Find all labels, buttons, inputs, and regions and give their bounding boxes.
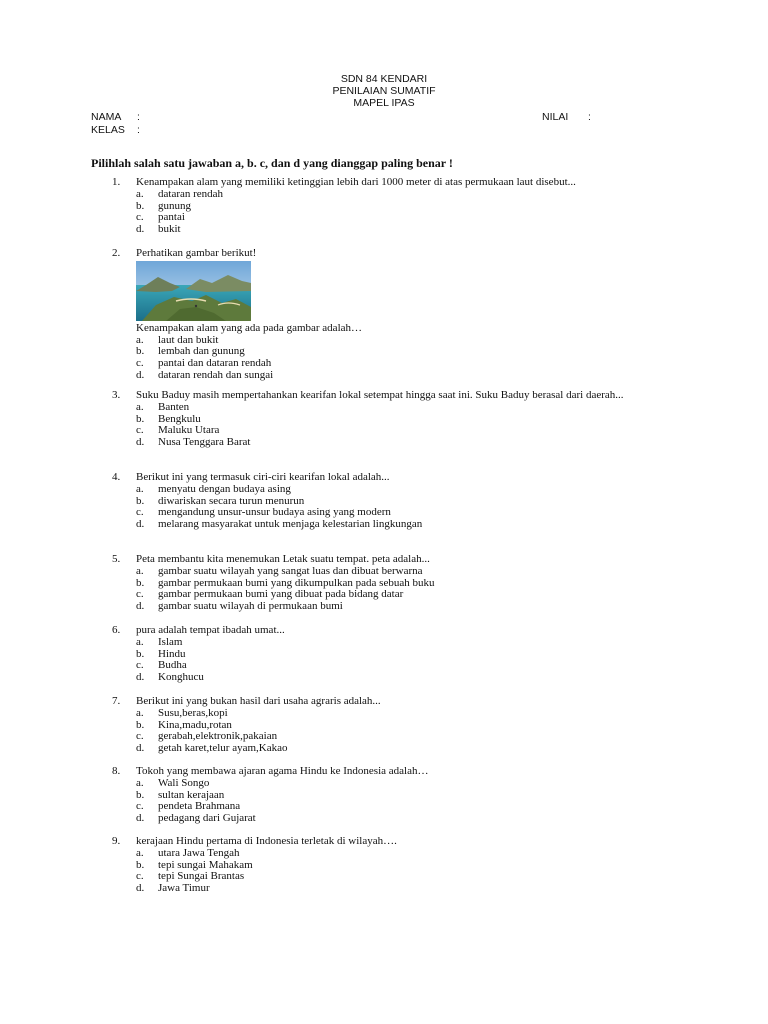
question-1: [112, 177, 652, 236]
nilai-label: NILAI: [542, 111, 569, 123]
question-stem: Perhatikan gambar berikut!: [136, 247, 257, 259]
option-a: a. Islam: [136, 635, 183, 648]
option-b: b. gunung: [136, 199, 191, 212]
option-d: d. melarang masyarakat untuk menjaga kelestarian lingkungan: [136, 518, 423, 531]
document-header: [0, 73, 768, 109]
option-d: d. Jawa Timur: [136, 882, 210, 895]
instruction-text: Pilihlah salah satu jawaban a, b. c, dan d yang dianggap paling benar !: [91, 156, 453, 170]
option-a: a. dataran rendah: [136, 187, 224, 200]
option-d: d. dataran rendah dan sungai: [136, 368, 274, 381]
question-9: [112, 836, 652, 895]
question-number: 8.: [112, 765, 121, 777]
nama-colon: :: [137, 111, 140, 123]
question-stem: Tokoh yang membawa ajaran agama Hindu ke Indonesia adalah…: [136, 765, 429, 777]
question-number: 1.: [112, 176, 121, 188]
question-stem: Peta membantu kita menemukan Letak suatu tempat. peta adalah...: [136, 553, 430, 565]
question-3: [112, 390, 652, 449]
option-c: c. gambar permukaan bumi yang dibuat pada bidang datar: [136, 588, 404, 601]
question-number: 5.: [112, 553, 121, 565]
option-d: d. getah karet,telur ayam,Kakao: [136, 742, 288, 755]
question-stem: pura adalah tempat ibadah umat...: [136, 624, 285, 636]
option-a: a. menyatu dengan budaya asing: [136, 482, 291, 495]
question-number: 2.: [112, 247, 121, 259]
question-stem: kerajaan Hindu pertama di Indonesia terletak di wilayah….: [136, 835, 397, 847]
option-d: d. Konghucu: [136, 671, 204, 684]
kelas-field: [91, 124, 140, 136]
option-a: a. gambar suatu wilayah yang sangat luas dan dibuat berwarna: [136, 564, 423, 577]
option-b: b. gambar permukaan bumi yang dikumpulkan pada sebuah buku: [136, 576, 435, 589]
question-2: [112, 248, 652, 382]
question-stem: Kenampakan alam yang memiliki ketinggian lebih dari 1000 meter di atas permukaan laut disebut...: [136, 176, 576, 188]
question-number: 6.: [112, 624, 121, 636]
school-name: SDN 84 KENDARI: [340, 73, 428, 85]
nilai-colon: :: [588, 111, 591, 123]
option-d: d. bukit: [136, 223, 181, 236]
question-number: 3.: [112, 389, 121, 401]
question-8: [112, 766, 652, 825]
question-7: [112, 696, 652, 755]
option-c: c. tepi Sungai Brantas: [136, 870, 245, 883]
nama-label: NAMA: [91, 111, 122, 123]
landscape-photo: [136, 261, 251, 321]
option-b: b. tepi sungai Mahakam: [136, 858, 253, 871]
option-b: b. Bengkulu: [136, 412, 201, 425]
question-number: 4.: [112, 471, 121, 483]
option-a: a. Susu,beras,kopi: [136, 706, 228, 719]
option-b: b. lembah dan gunung: [136, 345, 245, 358]
kelas-label: KELAS: [91, 124, 125, 136]
question-stem: Suku Baduy masih mempertahankan kearifan lokal setempat hingga saat ini. Suku Baduy berasal dari daerah...: [136, 389, 624, 401]
nilai-field: [542, 111, 591, 123]
kelas-colon: :: [137, 124, 140, 136]
option-d: d. gambar suatu wilayah di permukaan bumi: [136, 600, 343, 613]
question-6: [112, 625, 652, 684]
option-c: c. Budha: [136, 659, 187, 672]
option-a: a. laut dan bukit: [136, 333, 219, 346]
option-c: c. gerabah,elektronik,pakaian: [136, 730, 278, 743]
option-d: d. Nusa Tenggara Barat: [136, 436, 251, 449]
nama-field: [91, 111, 140, 123]
subject-title: MAPEL IPAS: [353, 97, 415, 109]
option-b: b. diwariskan secara turun menurun: [136, 494, 305, 507]
option-c: c. mengandung unsur-unsur budaya asing yang modern: [136, 506, 391, 519]
question-4: [112, 472, 652, 531]
option-a: a. utara Jawa Tengah: [136, 846, 240, 859]
option-a: a. Wali Songo: [136, 776, 210, 789]
question-5: [112, 554, 652, 613]
question-stem-continued: Kenampakan alam yang ada pada gambar adalah…: [136, 321, 363, 334]
option-b: b. Hindu: [136, 647, 186, 660]
question-stem: Berikut ini yang termasuk ciri-ciri kearifan lokal adalah...: [136, 471, 390, 483]
option-c: c. pantai dan dataran rendah: [136, 357, 272, 370]
option-b: b. sultan kerajaan: [136, 788, 225, 801]
assessment-title: PENILAIAN SUMATIF: [332, 85, 436, 97]
option-a: a. Banten: [136, 400, 190, 413]
option-c: c. Maluku Utara: [136, 424, 220, 437]
option-b: b. Kina,madu,rotan: [136, 718, 232, 731]
question-stem: Berikut ini yang bukan hasil dari usaha agraris adalah...: [136, 695, 381, 707]
option-c: c. pendeta Brahmana: [136, 800, 241, 813]
option-d: d. pedagang dari Gujarat: [136, 812, 256, 825]
option-c: c. pantai: [136, 211, 185, 224]
question-number: 9.: [112, 835, 121, 847]
question-number: 7.: [112, 695, 121, 707]
